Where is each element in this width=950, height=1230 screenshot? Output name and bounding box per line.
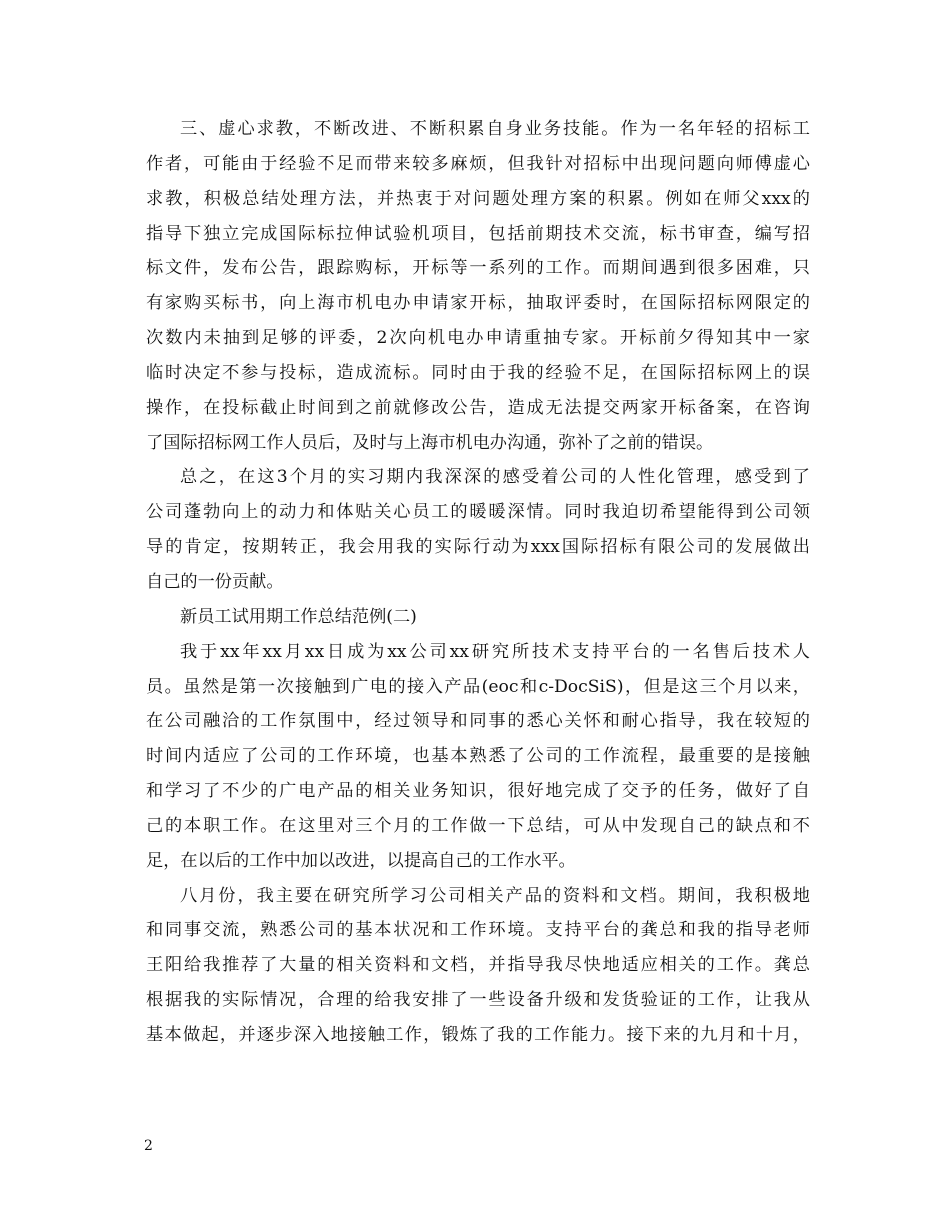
text-line: 员。虽然是第一次接触到广电的接入产品(eoc和c-DocSiS)，但是这三个月以来， xyxy=(146,676,810,697)
page-number: 2 xyxy=(144,1138,153,1154)
text-line: 次数内未抽到足够的评委，2次向机电办申请重抽专家。开标前夕得知其中一家 xyxy=(146,328,810,349)
text-line: 基本做起，并逐步深入地接触工作，锻炼了我的工作能力。接下来的九月和十月， xyxy=(146,1024,810,1045)
text-line: 三、虚心求教，不断改进、不断积累自身业务技能。作为一名年轻的招标工 xyxy=(180,119,810,139)
text-line: 操作，在投标截止时间到之前就修改公告，造成无法提交两家开标备案，在咨询 xyxy=(146,397,810,418)
text-line: 我于xx年xx月xx日成为xx公司xx研究所技术支持平台的一名售后技术人 xyxy=(180,641,810,662)
text-line: 和学习了不少的广电产品的相关业务知识，很好地完成了交予的任务，做好了自 xyxy=(146,781,810,802)
text-line: 标文件，发布公告，跟踪购标，开标等一系列的工作。而期间遇到很多困难，只 xyxy=(146,258,810,279)
text-line: 作者，可能由于经验不足而带来较多麻烦，但我针对招标中出现问题向师傅虚心 xyxy=(146,153,810,174)
text-line: 时间内适应了公司的工作环境，也基本熟悉了公司的工作流程，最重要的是接触 xyxy=(146,746,810,767)
text-line: 有家购买标书，向上海市机电办申请家开标，抽取评委时，在国际招标网限定的 xyxy=(146,293,810,314)
text-line: 总之，在这3个月的实习期内我深深的感受着公司的人性化管理，感受到了 xyxy=(180,467,810,488)
text-line: 己的本职工作。在这里对三个月的工作做一下总结，可从中发现自己的缺点和不 xyxy=(146,815,810,836)
text-line: 公司蓬勃向上的动力和体贴关心员工的暖暖深情。同时我迫切希望能得到公司领 xyxy=(146,502,810,523)
text-line: 临时决定不参与投标，造成流标。同时由于我的经验不足，在国际招标网上的误 xyxy=(146,362,810,383)
body-text xyxy=(146,112,810,1053)
text-line: 自己的一份贡献。 xyxy=(146,571,284,592)
text-line: 在公司融洽的工作氛围中，经过领导和同事的悉心关怀和耐心指导，我在较短的 xyxy=(146,711,810,732)
text-line: 新员工试用期工作总结范例(二) xyxy=(180,606,417,627)
text-line: 和同事交流，熟悉公司的基本状况和工作环境。支持平台的龚总和我的指导老师 xyxy=(146,920,810,941)
text-line: 了国际招标网工作人员后，及时与上海市机电办沟通，弥补了之前的错误。 xyxy=(146,432,714,453)
text-line: 八月份，我主要在研究所学习公司相关产品的资料和文档。期间，我积极地 xyxy=(180,885,810,906)
text-line: 根据我的实际情况，合理的给我安排了一些设备升级和发货验证的工作，让我从 xyxy=(146,990,810,1011)
text-line: 王阳给我推荐了大量的相关资料和文档，并指导我尽快地适应相关的工作。龚总 xyxy=(146,955,810,976)
text-line: 指导下独立完成国际标拉伸试验机项目，包括前期技术交流，标书审查，编写招 xyxy=(146,223,810,244)
text-line: 导的肯定，按期转正，我会用我的实际行动为xxx国际招标有限公司的发展做出 xyxy=(146,537,810,558)
text-line: 求教，积极总结处理方法，并热衷于对问题处理方案的积累。例如在师父xxx的 xyxy=(146,188,810,209)
text-line: 足，在以后的工作中加以改进，以提高自己的工作水平。 xyxy=(146,850,576,871)
